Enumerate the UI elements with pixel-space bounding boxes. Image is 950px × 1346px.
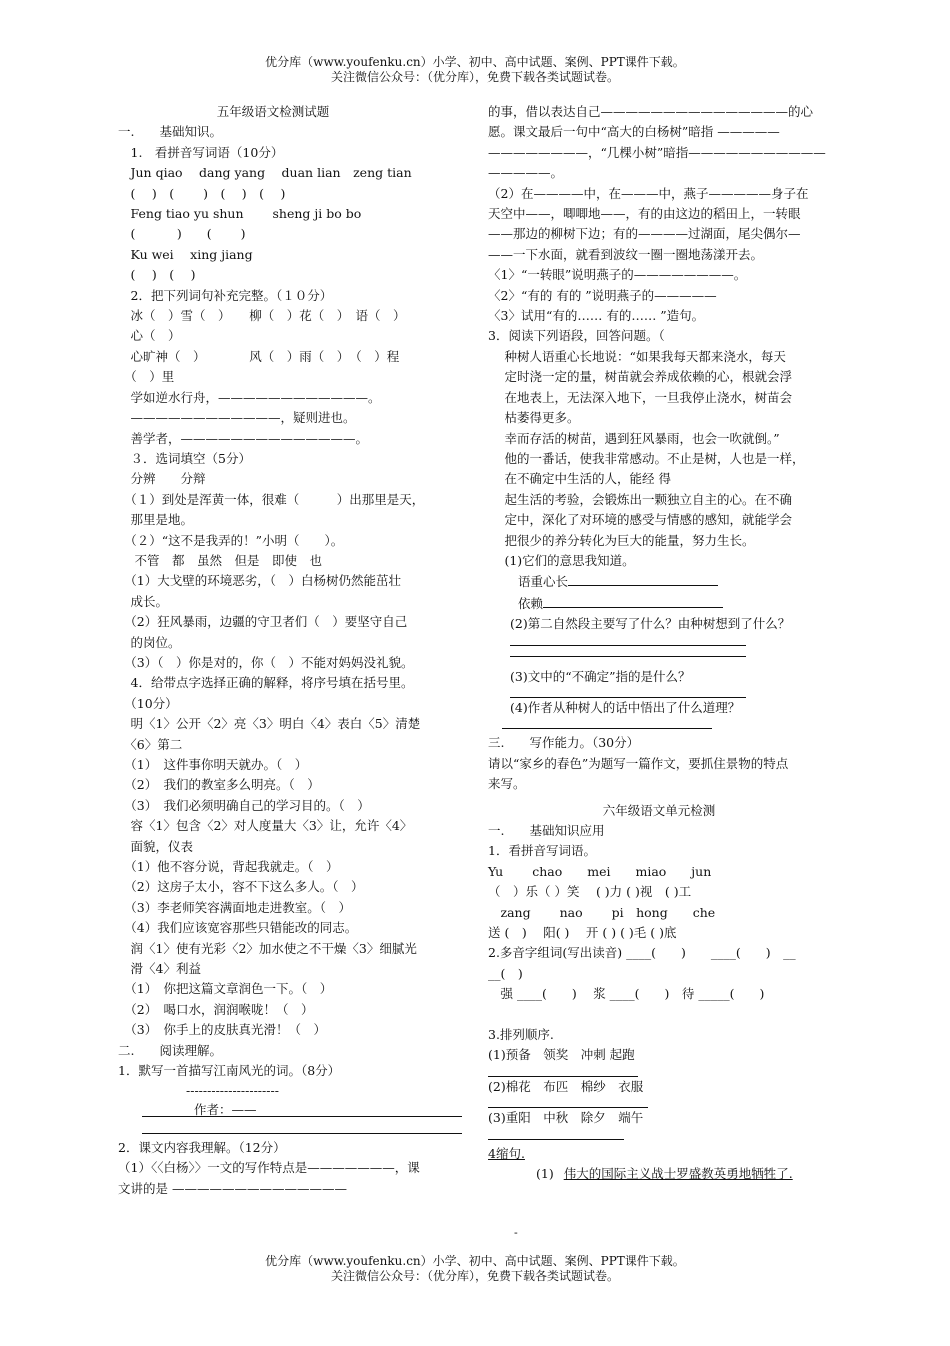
text-line: （1）他不容分说，背起我就走。（ ） — [118, 859, 339, 875]
text-line: 在不确定中生活的人，能经 得 — [488, 471, 671, 487]
question-2-line-2: 文讲的是 —————————————— — [118, 1180, 347, 1196]
order-item-2: (2)棉花 布匹 棉纱 衣服 — [488, 1078, 644, 1094]
answer-blank — [543, 593, 723, 608]
text-line: ——一下水面，就看到波纹一圈一圈地荡漾开去。 — [488, 246, 764, 262]
text-line: （3）李老师笑容满面地走进教室。（ ） — [118, 899, 351, 915]
exam-title-grade6: 六年级语文单元检测 — [602, 802, 716, 818]
essay-prompt-2: 来写。 — [488, 776, 526, 792]
text-line: 那里是地。 — [118, 512, 194, 528]
text-line: 枯萎得更多。 — [488, 410, 580, 426]
text-line: 〈1〉“一转眼”说明燕子的————————。 — [488, 267, 747, 283]
word-label: 依赖 — [518, 595, 544, 611]
text-line: 种树人语重心长地说：“如果我每天都来浇水，每天 — [488, 348, 786, 364]
text-line: 容〈1〉包含〈2〉对人度量大〈3〉让，允许〈4〉 — [118, 818, 413, 834]
text-line: （3）（ ）你是对的，你（ ）不能对妈妈没礼貌。 — [118, 654, 414, 670]
text-line: 心（ ） — [118, 328, 181, 344]
left-column — [118, 102, 468, 1199]
text-line: （2）狂风暴雨，边疆的守卫者们（ ）要坚守自己 — [118, 614, 408, 630]
text-line: 1．看拼音写词语。 — [488, 843, 596, 859]
question-2-line-1: （1）〈〈白杨〉〉一文的写作特点是———————，课 — [118, 1160, 420, 1176]
text-line: 善学者，——————————————。 — [118, 430, 369, 446]
shorten-sentence-1 — [488, 1164, 840, 1184]
text-line: ————————，“几棵小树”暗指——————————— — [488, 144, 826, 160]
answer-blank — [568, 571, 718, 586]
header-line-1: 优分库（www.youfenku.cn）小学、初中、高中试题、案例、PPT课件下载。 — [265, 55, 685, 69]
text-line: 1. 看拼音写词语（10分） — [118, 144, 284, 160]
text-line: （2） 喝口水，润润喉咙！（ ） — [118, 1001, 314, 1017]
footer-mark: - — [514, 1226, 518, 1239]
text-line: （ ）里 — [118, 369, 175, 385]
text-line: 面貌，仪表 — [118, 838, 194, 854]
text-line: （1） 这件事你明天就办。（ ） — [118, 757, 308, 772]
header-line-2: 关注微信公众号：（优分库），免费下载各类试题试卷。 — [330, 70, 619, 84]
page-footer — [0, 1254, 950, 1284]
word-label: 语重心长 — [518, 574, 569, 590]
left-question-lines — [118, 122, 468, 1081]
text-line: 起生活的考验，会锻炼出一颗独立自主的心。在不确 — [488, 491, 792, 507]
text-line: 滑〈4〉利益 — [118, 961, 201, 977]
text-line: 在地表上，无法深入地下，一旦我停止浇水，树苗会 — [488, 389, 792, 405]
text-line: 幸而存活的树苗，遇到狂风暴雨，也会一吹就倒。” — [488, 430, 780, 446]
text-line: （10分） — [118, 695, 178, 711]
text-line: ————————————，疑则进也。 — [118, 410, 356, 426]
text-line: 的岗位。 — [118, 634, 181, 650]
footer-line-2: 关注微信公众号：（优分库），免费下载各类试题试卷。 — [330, 1269, 619, 1283]
text-line: 的事，借以表达自己———————————————的心 — [488, 104, 814, 119]
text-line: （２）“这不是我弄的！”小明（ ）。 — [118, 532, 344, 548]
text-line: 2.多音字组词(写出读音) ____( ) ____( ) __ — [488, 945, 796, 961]
answer-line — [142, 1133, 462, 1134]
text-line: （4）我们应该宽容那些只错能改的同志。 — [118, 920, 358, 936]
grade6-question-lines — [488, 821, 840, 1066]
answer-line — [488, 1129, 624, 1140]
text-line: 润〈1〉使有光彩〈2〉加水使之不干燥〈3〉细腻光 — [118, 940, 417, 956]
word-meaning-1 — [488, 571, 840, 592]
question-4-heading: 4缩句. — [488, 1145, 525, 1161]
text-line: (1)预备 领奖 冲刺 起跑 — [488, 1047, 635, 1063]
text-line: Feng tiao yu shun sheng ji bo bo — [118, 206, 362, 222]
text-line: 一. 基础知识。 — [118, 124, 222, 140]
text-line: (1)它们的意思我知道。 — [488, 552, 635, 568]
text-line: 3．阅读下列语段，回答问题。（ — [488, 328, 665, 344]
text-line: 明〈1〉公开〈2〉亮〈3〉明白〈4〉表白〈5〉清楚 — [118, 716, 421, 732]
text-line: 他的一番话，使我非常感动。不止是树，人也是一样， — [488, 450, 805, 466]
text-line: Ku wei xing jiang — [118, 246, 253, 262]
footer-line-1: 优分库（www.youfenku.cn）小学、初中、高中试题、案例、PPT课件下载。 — [265, 1254, 685, 1268]
text-line: 分辨 分辩 — [118, 471, 206, 487]
text-line: —————。 — [488, 165, 564, 181]
text-line: 一. 基础知识应用 — [488, 823, 605, 838]
page-header — [0, 55, 950, 85]
text-line: 天空中——，唧唧地——，有的由这边的稻田上，一转眼 — [488, 206, 801, 222]
question-2-heading: 2．课文内容我理解。（12分） — [118, 1139, 286, 1155]
spacer — [118, 1117, 468, 1137]
order-item-3: (3)重阳 中秋 除夕 端午 — [488, 1110, 644, 1126]
text-line: （3） 你手上的皮肤真光滑！（ ） — [118, 1022, 326, 1038]
essay-prompt-1: 请以“家乡的春色”为题写一篇作文，要抓住景物的特点 — [488, 755, 789, 771]
text-line: 〈3〉试用“有的…… 有的…… ”造句。 — [488, 308, 705, 324]
text-line: 2．把下列词句补充完整。（１０分） — [118, 287, 333, 303]
section-3-heading: 三. 写作能力。（30分） — [488, 735, 640, 751]
text-line: 把很少的养分转化为巨大的能量，努力生长。 — [488, 532, 755, 548]
text-line: （3） 我们必须明确自己的学习目的。（ ） — [118, 797, 370, 813]
text-line: （1） 你把这篇文章润色一下。（ ） — [118, 981, 333, 997]
right-column — [488, 102, 840, 1184]
word-meaning-2 — [488, 593, 840, 614]
answer-line — [502, 718, 712, 729]
text-line: （ ）乐（ ）笑 ( )力 ( )视 ( )工 — [488, 884, 692, 900]
text-line: 不管 都 虽然 但是 即使 也 — [118, 552, 322, 568]
text-line: （1）大戈壁的环境恶劣，（ ）白杨树仍然能茁壮 — [118, 573, 401, 589]
sentence-text: 伟大的国际主义战士罗盛教英勇地牺牲了. — [563, 1166, 793, 1182]
text-line: 定时浇一定的量，树苗就会养成依赖的心，根就会浮 — [488, 369, 792, 385]
text-line: Yu chao mei miao jun — [488, 863, 712, 879]
text-line: ( ) ( ) ( ) ( ) — [118, 185, 286, 201]
question-3-text: (3)文中的“不确定”指的是什么？ — [510, 668, 691, 684]
text-line: 强 ____( ) 浆 ____( ) 待 _____( ) — [488, 986, 765, 1002]
text-line: ——那边的柳树下边；有的————过湖面，尾尖偶尔— — [488, 226, 801, 242]
answer-line — [510, 635, 746, 646]
text-line: 学如逆水行舟，————————————。 — [118, 389, 381, 405]
text-line: （2）这房子太小，容不下这么多人。（ ） — [118, 879, 364, 895]
text-line: 冰（ ）雪（ ） 柳（ ）花（ ） 语（ ） — [118, 308, 406, 324]
text-line: __( ) — [488, 965, 523, 981]
text-line: 4．给带点字选择正确的解释，将序号填在括号里。 — [118, 675, 414, 691]
text-line: 3.排列顺序. — [488, 1027, 554, 1043]
text-line: （2）在————中，在———中，燕子—————身子在 — [488, 185, 809, 201]
question-4-text: (4)作者从种树人的话中悟出了什么道理？ — [510, 699, 741, 715]
question-2-text: (2)第二自然段主要写了什么？由种树想到了什么？ — [510, 616, 791, 632]
answer-line — [488, 1066, 638, 1077]
text-line: 成长。 — [118, 593, 169, 609]
text-line: 心旷神（ ） 风（ ）雨（ ） （ ）程 — [118, 348, 400, 364]
answer-line — [488, 1097, 648, 1108]
text-line: zang nao pi hong che — [488, 904, 716, 920]
text-line: 定中，深化了对环境的感受与情感的感知，就能学会 — [488, 512, 792, 528]
text-line: （2） 我们的教室多么明亮。（ ） — [118, 777, 320, 793]
author-field: 作者：—— — [194, 1101, 257, 1117]
text-line: ( ) ( ) — [118, 267, 196, 283]
dash-line: ---------------------- — [186, 1082, 279, 1098]
exam-title-grade5: 五年级语文检测试题 — [216, 104, 330, 119]
item-number: (1) — [536, 1166, 554, 1182]
answer-line — [510, 687, 746, 698]
text-line: 送 ( ) 阳( ) 开 ( ) ( )毛 ( )底 — [488, 925, 677, 941]
text-line: （１）到处是浑黄一体，很难（ ）出那里是天， — [118, 491, 425, 507]
text-line: 〈6〉第二 — [118, 736, 183, 752]
text-line: 1．默写一首描写江南风光的词。（8分） — [118, 1063, 341, 1079]
text-line: 〈2〉“有的 有的 ”说明燕子的————— — [488, 287, 717, 303]
text-line: ( ) ( ) — [118, 226, 246, 242]
right-question-lines — [488, 102, 840, 571]
text-line: ３．选词填空（5分） — [118, 450, 251, 466]
text-line — [488, 1005, 840, 1025]
text-line: 二. 阅读理解。 — [118, 1042, 222, 1058]
text-line: 愿。课文最后一句中“高大的白杨树”暗指 ————— — [488, 124, 780, 140]
text-line: Jun qiao dang yang duan lian zeng tian — [118, 165, 412, 181]
answer-line — [510, 646, 746, 657]
